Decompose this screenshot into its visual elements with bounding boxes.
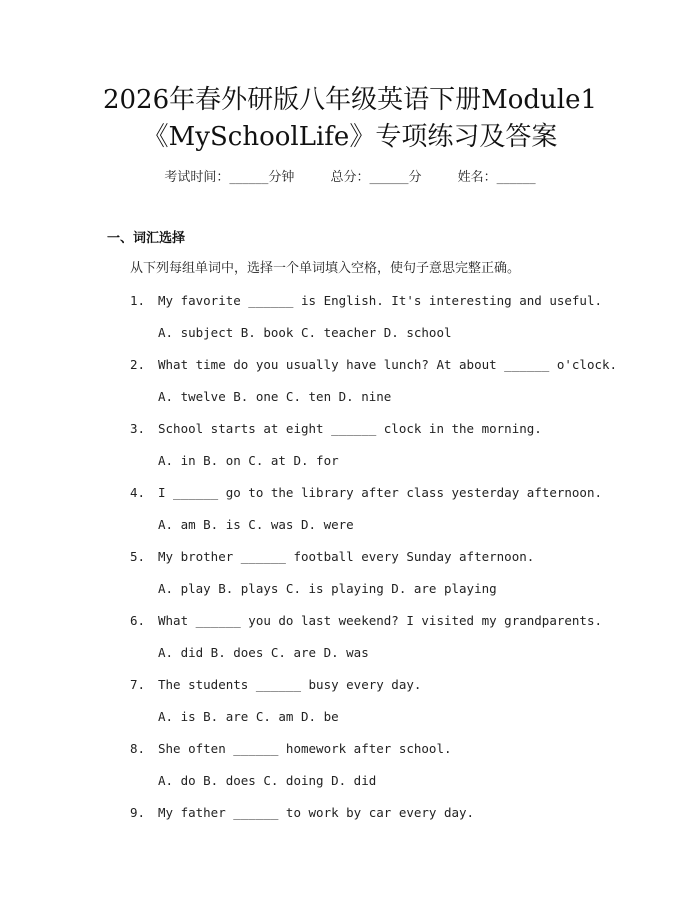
question-options: A. subject B. book C. teacher D. school <box>158 325 452 340</box>
question-item <box>0 739 700 803</box>
question-text: She often ______ homework after school. <box>158 741 452 756</box>
question-text: My brother ______ football every Sunday afternoon. <box>158 549 535 564</box>
student-name-field: 姓名：______ <box>457 170 536 185</box>
question-number: 3. <box>130 421 146 436</box>
question-options: A. did B. does C. are D. was <box>158 645 369 660</box>
section-instructions: 从下列每组单词中，选择一个单词填入空格，使句子意思完整正确。 <box>130 261 521 276</box>
question-options: A. am B. is C. was D. were <box>158 517 354 532</box>
question-options: A. is B. are C. am D. be <box>158 709 339 724</box>
exam-time-field: 考试时间：______分钟 <box>164 170 295 185</box>
document-title-line-1: 2026年春外研版八年级英语下册Module1 <box>102 85 598 115</box>
question-line <box>130 483 602 503</box>
question-number: 8. <box>130 741 146 756</box>
question-line <box>130 803 474 823</box>
question-number: 4. <box>130 485 146 500</box>
question-line <box>130 355 617 375</box>
document-title-line-2: 《MySchoolLife》专项练习及答案 <box>142 122 558 152</box>
question-text: School starts at eight ______ clock in the morning. <box>158 421 542 436</box>
question-line <box>130 419 542 439</box>
question-line <box>130 611 602 631</box>
question-text: I ______ go to the library after class yesterday afternoon. <box>158 485 603 500</box>
question-text: The students ______ busy every day. <box>158 677 422 692</box>
question-line <box>130 739 452 759</box>
exam-meta <box>0 168 700 188</box>
question-line <box>130 675 421 695</box>
question-item <box>0 291 700 355</box>
question-number: 6. <box>130 613 146 628</box>
question-text: My favorite ______ is English. It's interesting and useful. <box>158 293 603 308</box>
question-options: A. play B. plays C. is playing D. are playing <box>158 581 497 596</box>
question-item <box>0 803 700 867</box>
question-list <box>0 291 700 867</box>
question-text: My father ______ to work by car every day. <box>158 805 475 820</box>
question-number: 2. <box>130 357 146 372</box>
question-line <box>130 291 602 311</box>
section-heading: 一、词汇选择 <box>107 231 186 246</box>
question-text: What ______ you do last weekend? I visited my grandparents. <box>158 613 603 628</box>
question-item <box>0 355 700 419</box>
question-item <box>0 483 700 547</box>
question-item <box>0 419 700 483</box>
question-number: 1. <box>130 293 146 308</box>
question-item <box>0 675 700 739</box>
question-number: 5. <box>130 549 146 564</box>
question-item <box>0 611 700 675</box>
question-options: A. do B. does C. doing D. did <box>158 773 377 788</box>
question-options: A. twelve B. one C. ten D. nine <box>158 389 392 404</box>
question-line <box>130 547 534 567</box>
question-number: 9. <box>130 805 146 820</box>
question-item <box>0 547 700 611</box>
total-score-field: 总分：______分 <box>330 170 422 185</box>
question-number: 7. <box>130 677 146 692</box>
question-options: A. in B. on C. at D. for <box>158 453 339 468</box>
question-text: What time do you usually have lunch? At about ______ o'clock. <box>158 357 618 372</box>
